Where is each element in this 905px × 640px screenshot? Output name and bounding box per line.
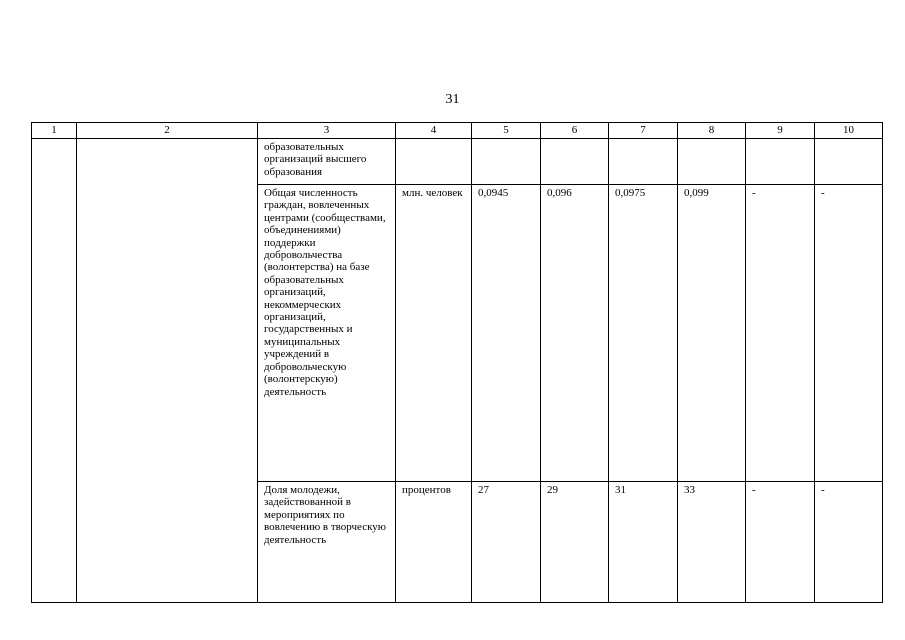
value-cell: -	[815, 482, 883, 603]
column-header: 3	[258, 123, 396, 139]
value-cell	[541, 139, 609, 185]
page-number: 31	[445, 92, 460, 107]
value-cell: -	[815, 185, 883, 482]
column-header: 10	[815, 123, 883, 139]
column-header: 6	[541, 123, 609, 139]
column-header: 2	[77, 123, 258, 139]
program-name-cell	[77, 139, 258, 603]
value-cell: 0,0945	[472, 185, 541, 482]
value-cell	[746, 139, 815, 185]
value-cell: 0,096	[541, 185, 609, 482]
value-cell: -	[746, 185, 815, 482]
value-cell: 31	[609, 482, 678, 603]
value-cell: 27	[472, 482, 541, 603]
value-cell: 33	[678, 482, 746, 603]
value-cell: 29	[541, 482, 609, 603]
unit-cell	[396, 139, 472, 185]
value-cell	[678, 139, 746, 185]
column-header: 8	[678, 123, 746, 139]
value-cell	[815, 139, 883, 185]
value-cell	[609, 139, 678, 185]
value-cell: -	[746, 482, 815, 603]
value-cell	[472, 139, 541, 185]
column-header: 5	[472, 123, 541, 139]
column-header: 7	[609, 123, 678, 139]
indicators-table	[31, 122, 883, 603]
value-cell: 0,099	[678, 185, 746, 482]
column-header: 1	[32, 123, 77, 139]
column-header: 9	[746, 123, 815, 139]
indicator-cell: Доля молодежи, задействованной в мероприятиях по вовлечению в творческую деятельность	[258, 482, 396, 603]
table-header-row	[32, 123, 883, 139]
unit-cell: млн. человек	[396, 185, 472, 482]
table-row	[32, 139, 883, 185]
row-number-cell	[32, 139, 77, 603]
indicator-cell: Общая численность граждан, вовлеченных центрами (сообществами, объединениями) поддержки добровольчества (волонтерства) на базе образовательных организаций, некоммерческих организаций, государственных и муниципальных учреждений в добровольческую (волонтерскую) деятельность	[258, 185, 396, 482]
column-header: 4	[396, 123, 472, 139]
indicator-cell: образовательных организаций высшего образования	[258, 139, 396, 185]
unit-cell: процентов	[396, 482, 472, 603]
value-cell: 0,0975	[609, 185, 678, 482]
